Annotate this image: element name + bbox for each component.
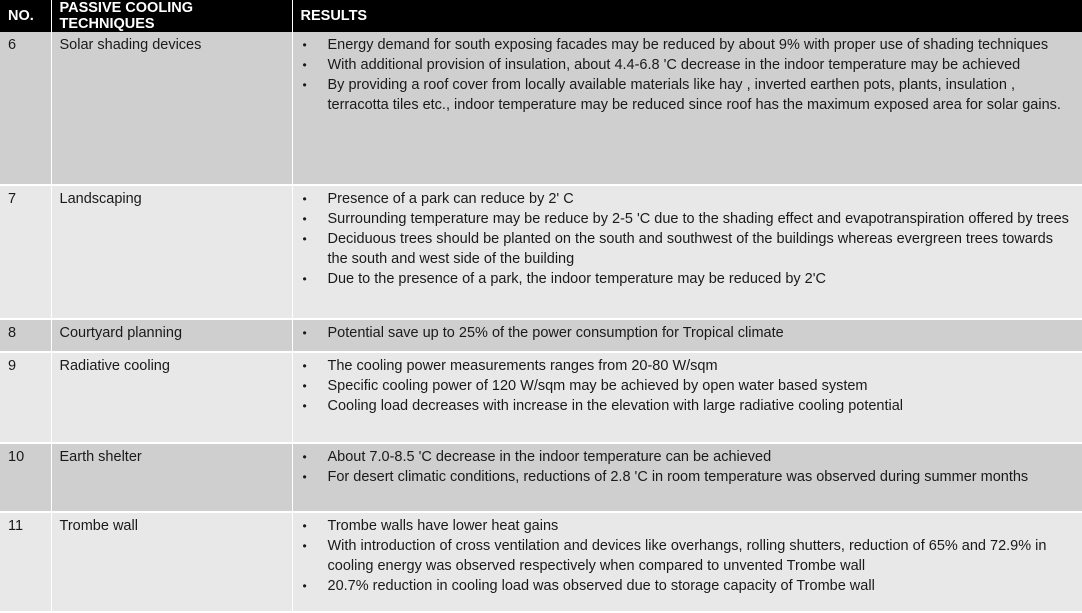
table-header-row <box>0 0 1082 32</box>
table-row <box>0 443 1082 512</box>
results-cell <box>292 512 1082 612</box>
technique-name: Radiative cooling <box>51 352 292 443</box>
result-item: • For desert climatic conditions, reductions of 2.8 'C in room temperature was observed during summer months <box>301 467 1077 487</box>
row-number: 6 <box>0 32 51 185</box>
result-item: • With introduction of cross ventilation and devices like overhangs, rolling shutters, reduction of 65% and 72.9% in cooling energy was observed respectively when compared to unvented Trombe wall <box>301 536 1077 576</box>
result-item: • Surrounding temperature may be reduce by 2-5 'C due to the shading effect and evapotranspiration offered by trees <box>301 209 1077 229</box>
results-cell <box>292 443 1082 512</box>
result-item: • About 7.0-8.5 'C decrease in the indoor temperature can be achieved <box>301 447 1077 467</box>
row-number: 7 <box>0 185 51 319</box>
results-cell <box>292 319 1082 352</box>
result-item: • Trombe walls have lower heat gains <box>301 516 1077 536</box>
results-list <box>301 516 1077 596</box>
row-number: 9 <box>0 352 51 443</box>
result-item: • Cooling load decreases with increase in the elevation with large radiative cooling potential <box>301 396 1077 416</box>
results-cell <box>292 352 1082 443</box>
result-item: • Specific cooling power of 120 W/sqm may be achieved by open water based system <box>301 376 1077 396</box>
table-row <box>0 352 1082 443</box>
result-item: • By providing a roof cover from locally available materials like hay , inverted earthen pots, plants, insulation , terracotta tiles etc., indoor temperature may be reduced since roof has the maximum exposed area for solar gains. <box>301 75 1077 115</box>
result-item: • Due to the presence of a park, the indoor temperature may be reduced by 2'C <box>301 269 1077 289</box>
technique-name: Earth shelter <box>51 443 292 512</box>
results-cell <box>292 32 1082 185</box>
result-item: • Potential save up to 25% of the power consumption for Tropical climate <box>301 323 1077 343</box>
technique-name: Solar shading devices <box>51 32 292 185</box>
results-list <box>301 35 1077 115</box>
results-cell <box>292 185 1082 319</box>
technique-name: Trombe wall <box>51 512 292 612</box>
result-item: • The cooling power measurements ranges from 20-80 W/sqm <box>301 356 1077 376</box>
table-row <box>0 319 1082 352</box>
header-technique: PASSIVE COOLING TECHNIQUES <box>51 0 292 32</box>
results-list <box>301 356 1077 416</box>
row-number: 8 <box>0 319 51 352</box>
technique-name: Landscaping <box>51 185 292 319</box>
results-list <box>301 323 1077 343</box>
table-row <box>0 32 1082 185</box>
technique-name: Courtyard planning <box>51 319 292 352</box>
result-item: • 20.7% reduction in cooling load was observed due to storage capacity of Trombe wall <box>301 576 1077 596</box>
result-item: • Deciduous trees should be planted on the south and southwest of the buildings whereas evergreen trees towards the south and west side of the building <box>301 229 1077 269</box>
table-row <box>0 512 1082 612</box>
header-results: RESULTS <box>292 0 1082 32</box>
result-item: • Presence of a park can reduce by 2' C <box>301 189 1077 209</box>
row-number: 10 <box>0 443 51 512</box>
results-list <box>301 447 1077 487</box>
table-row <box>0 185 1082 319</box>
row-number: 11 <box>0 512 51 612</box>
header-no: NO. <box>0 0 51 32</box>
results-list <box>301 189 1077 289</box>
result-item: • With additional provision of insulation, about 4.4-6.8 'C decrease in the indoor temperature may be achieved <box>301 55 1077 75</box>
result-item: • Energy demand for south exposing facades may be reduced by about 9% with proper use of shading techniques <box>301 35 1077 55</box>
